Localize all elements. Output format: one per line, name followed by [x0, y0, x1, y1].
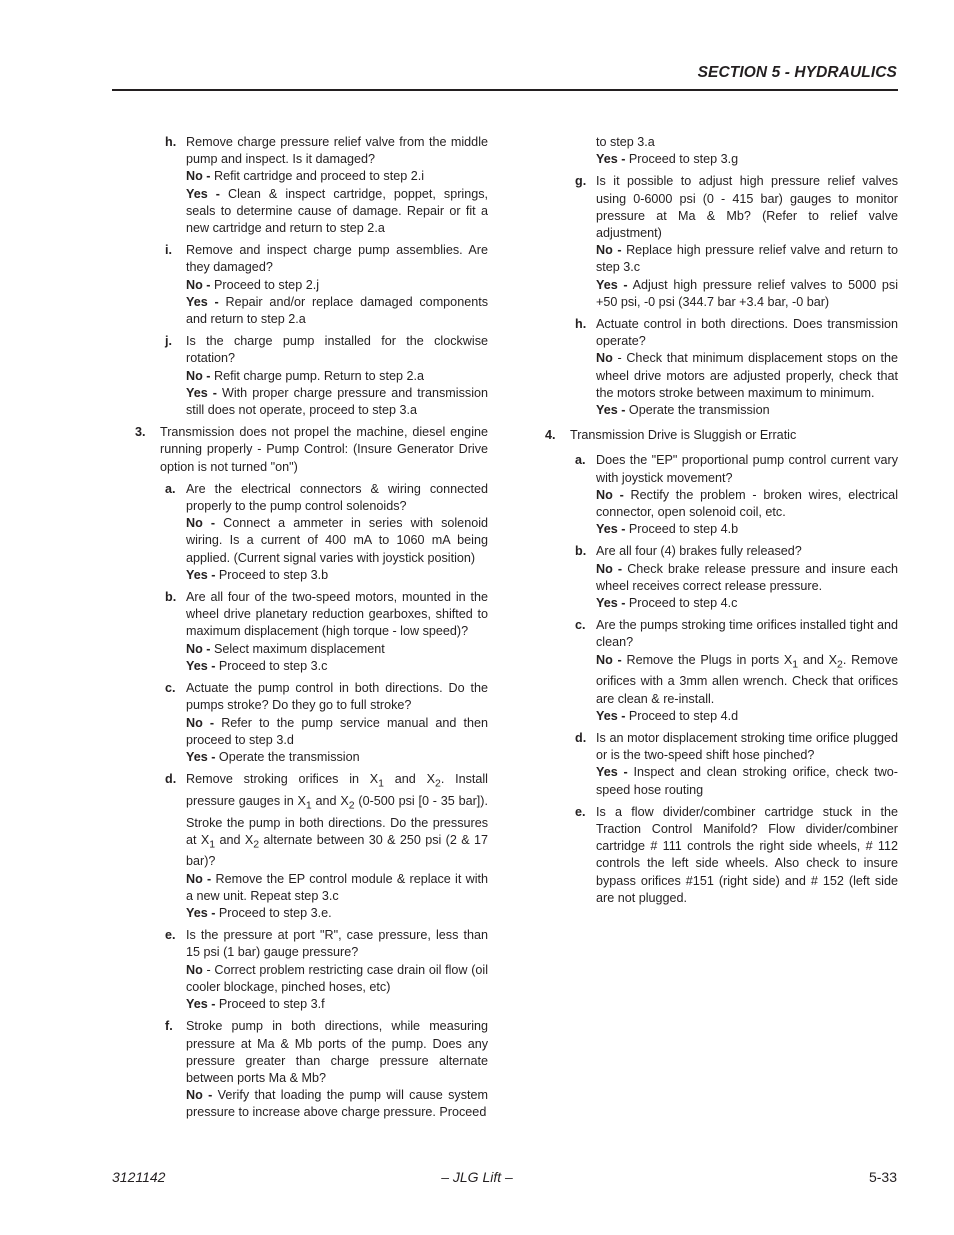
step-4a — [570, 452, 898, 538]
step-marker: 4. — [545, 428, 556, 443]
question: Stroke pump in both directions, while measuring pressure at Ma & Mb ports of the pump. Does any pressure greater than charge pressure alternate between ports Ma & Mb? — [186, 1019, 488, 1085]
step-3 — [135, 424, 488, 476]
question: Is it possible to adjust high pressure relief valves using 0-6000 psi (0 - 415 bar) gauges to monitor pressure at Ma & Mb? (Refer to relief valve adjustment) — [596, 174, 898, 241]
step-heading: Transmission does not propel the machine, diesel engine running properly - Pump Control: (Insure Generator Drive option is not turned "on") — [160, 425, 488, 474]
left-column — [135, 134, 488, 1127]
question: Is a flow divider/combiner cartridge stuck in the Traction Control Manifold? Flow divider/combiner cartridge # 111 controls the right side wheels, # 112 controls the left side wheels. Also check to insure bypass orifices #151 (right side) and # 152 (left side are not plugged. — [596, 804, 898, 905]
answer-yes: Yes - Proceed to step 4.c — [596, 596, 738, 611]
step-marker: c. — [165, 681, 176, 696]
answer-no: No - Refit cartridge and proceed to step 2.i — [186, 169, 425, 184]
header-rule — [112, 89, 898, 91]
step-4c — [570, 617, 898, 725]
step-marker: g. — [575, 174, 587, 189]
step-3c — [160, 680, 488, 766]
question: Are all four (4) brakes fully released? — [596, 544, 802, 559]
step-3b — [160, 589, 488, 675]
answer-no: No - Verify that loading the pump will cause system pressure to increase above charge pressure. Proceed — [186, 1088, 488, 1120]
section-title: SECTION 5 - HYDRAULICS — [697, 64, 897, 81]
answer-no: No - Select maximum displacement — [186, 641, 385, 656]
step-2h — [160, 134, 488, 237]
step-marker: d. — [165, 772, 177, 787]
answer-no: No - Rectify the problem - broken wires, electrical connector, open solenoid coil, etc. — [596, 487, 898, 520]
question: Actuate the pump control in both directions. Do the pumps stroke? Do they go to full stroke? — [186, 681, 488, 713]
step-3h — [570, 316, 898, 419]
step-marker: 3. — [135, 425, 146, 440]
question: Are all four of the two-speed motors, mounted in the wheel drive planetary reduction gearboxes, shifted to maximum displacement (high torque - low speed)? — [186, 590, 488, 639]
answer-yes: Yes - Proceed to step 3.c — [186, 658, 328, 673]
step-marker: h. — [165, 135, 177, 149]
answer-yes: Yes - Proceed to step 3.f — [186, 997, 325, 1012]
answer-yes: Yes - Repair and/or replace damaged components and return to step 2.a — [186, 294, 488, 327]
answer-no: No - Remove the EP control module & replace it with a new unit. Repeat step 3.c — [186, 871, 489, 903]
question: Remove stroking orifices in $X_1$ and $X_2$. Install pressure gauges in $X_1$ and $X_2$ (0-500 psi [0 - 35 bar]). Stroke the pump in both directions. Do the pressures at $X_1$ and $X_2$ alternate between 30 & 250 psi (2 & 17 bar)? — [186, 772, 488, 869]
answer-yes: Yes - Proceed to step 4.d — [596, 708, 739, 723]
step-4d — [570, 730, 898, 799]
step-marker: d. — [575, 731, 587, 746]
step-marker: e. — [575, 804, 586, 819]
step-2i — [160, 242, 488, 328]
answer-yes: Yes - Operate the transmission — [186, 749, 360, 764]
step-3d — [160, 771, 488, 922]
answer-yes: Yes - Proceed to step 3.g — [596, 152, 739, 167]
step-marker: b. — [575, 544, 587, 559]
doc-number: 3121142 — [112, 1169, 166, 1185]
right-column — [545, 134, 898, 912]
answer-yes: Yes - Clean & inspect cartridge, poppet, springs, seals to determine cause of damage. Repair or fit a new cartridge and return to step 2.a — [186, 186, 489, 236]
step-marker: b. — [165, 590, 177, 605]
answer-yes: Yes - Proceed to step 4.b — [596, 522, 739, 537]
answer-yes: Yes - Adjust high pressure relief valves to 5000 psi +50 psi, -0 psi (344.7 bar +3.4 bar, -0 bar) — [596, 277, 899, 309]
answer-yes: Yes - Inspect and clean stroking orifice, check two-speed hose routing — [596, 765, 898, 797]
question: Actuate control in both directions. Does transmission operate? — [596, 317, 898, 349]
step-marker: a. — [575, 453, 586, 468]
question: Does the "EP" proportional pump control current vary with joystick movement? — [596, 453, 898, 485]
answer-yes: Yes - Proceed to step 3.e. — [186, 906, 332, 921]
step-4e — [570, 804, 898, 907]
answer-yes: Yes - Operate the transmission — [596, 403, 770, 418]
step-marker: a. — [165, 481, 176, 496]
question: Is the charge pump installed for the clockwise rotation? — [186, 334, 488, 366]
step-4b — [570, 543, 898, 612]
step-marker: c. — [575, 618, 586, 633]
question: Are the electrical connectors & wiring connected properly to the pump control solenoids? — [186, 481, 488, 514]
answer-no: No - Replace high pressure relief valve and return to step 3.c — [596, 243, 898, 275]
question: Is an motor displacement stroking time orifice plugged or is the two-speed shift hose pinched? — [596, 731, 898, 763]
answer-no: No - Proceed to step 2.j — [186, 277, 319, 292]
step-marker: j. — [165, 334, 172, 349]
step-3g — [570, 173, 898, 311]
answer-no: No - Check that minimum displacement stops on the wheel drive motors are adjusted properly, check that the motors stroke between maximum to minimum. — [596, 351, 898, 400]
step-3f — [160, 1018, 488, 1121]
question: Is the pressure at port "R", case pressure, less than 15 psi (1 bar) gauge pressure? — [186, 928, 488, 960]
answer-no: No - Correct problem restricting case drain oil flow (oil cooler blockage, pinched hoses, etc) — [186, 962, 488, 994]
answer-no: No - Refer to the pump service manual and then proceed to step 3.d — [186, 715, 488, 747]
step-marker: e. — [165, 928, 176, 943]
question: Are the pumps stroking time orifices installed tight and clean? — [596, 618, 898, 650]
answer-yes: Yes - Proceed to step 3.b — [186, 567, 329, 582]
step-3f-continued — [545, 134, 898, 168]
step-2j — [160, 333, 488, 419]
answer-no: No - Connect a ammeter in series with solenoid wiring. Is a current of 400 mA to 1060 mA being applied. (Current signal varies with joystick position) — [186, 516, 489, 565]
answer-yes: Yes - With proper charge pressure and transmission still does not operate, proceed to step 3.a — [186, 385, 488, 418]
step-marker: i. — [165, 243, 172, 258]
continued-text: to step 3.a — [596, 135, 655, 149]
page-number: 5-33 — [868, 1169, 897, 1185]
step-3e — [160, 927, 488, 1013]
step-marker: f. — [165, 1019, 173, 1034]
step-3a — [160, 481, 488, 584]
answer-no: No - Check brake release pressure and insure each wheel receives correct release pressure. — [596, 561, 898, 593]
footer-brand: – JLG Lift – — [441, 1169, 513, 1185]
step-heading: Transmission Drive is Sluggish or Erratic — [570, 428, 797, 443]
answer-no: No - Remove the Plugs in ports $X_1$ and $X_2$. Remove orifices with a 3mm allen wrench. Check that orifices are clean & re-install. — [596, 652, 898, 706]
answer-no: No - Refit charge pump. Return to step 2.a — [186, 368, 424, 383]
question: Remove and inspect charge pump assemblies. Are they damaged? — [186, 243, 488, 275]
question: Remove charge pressure relief valve from the middle pump and inspect. Is it damaged? — [186, 135, 488, 167]
step-marker: h. — [575, 317, 587, 332]
step-4 — [545, 427, 898, 444]
